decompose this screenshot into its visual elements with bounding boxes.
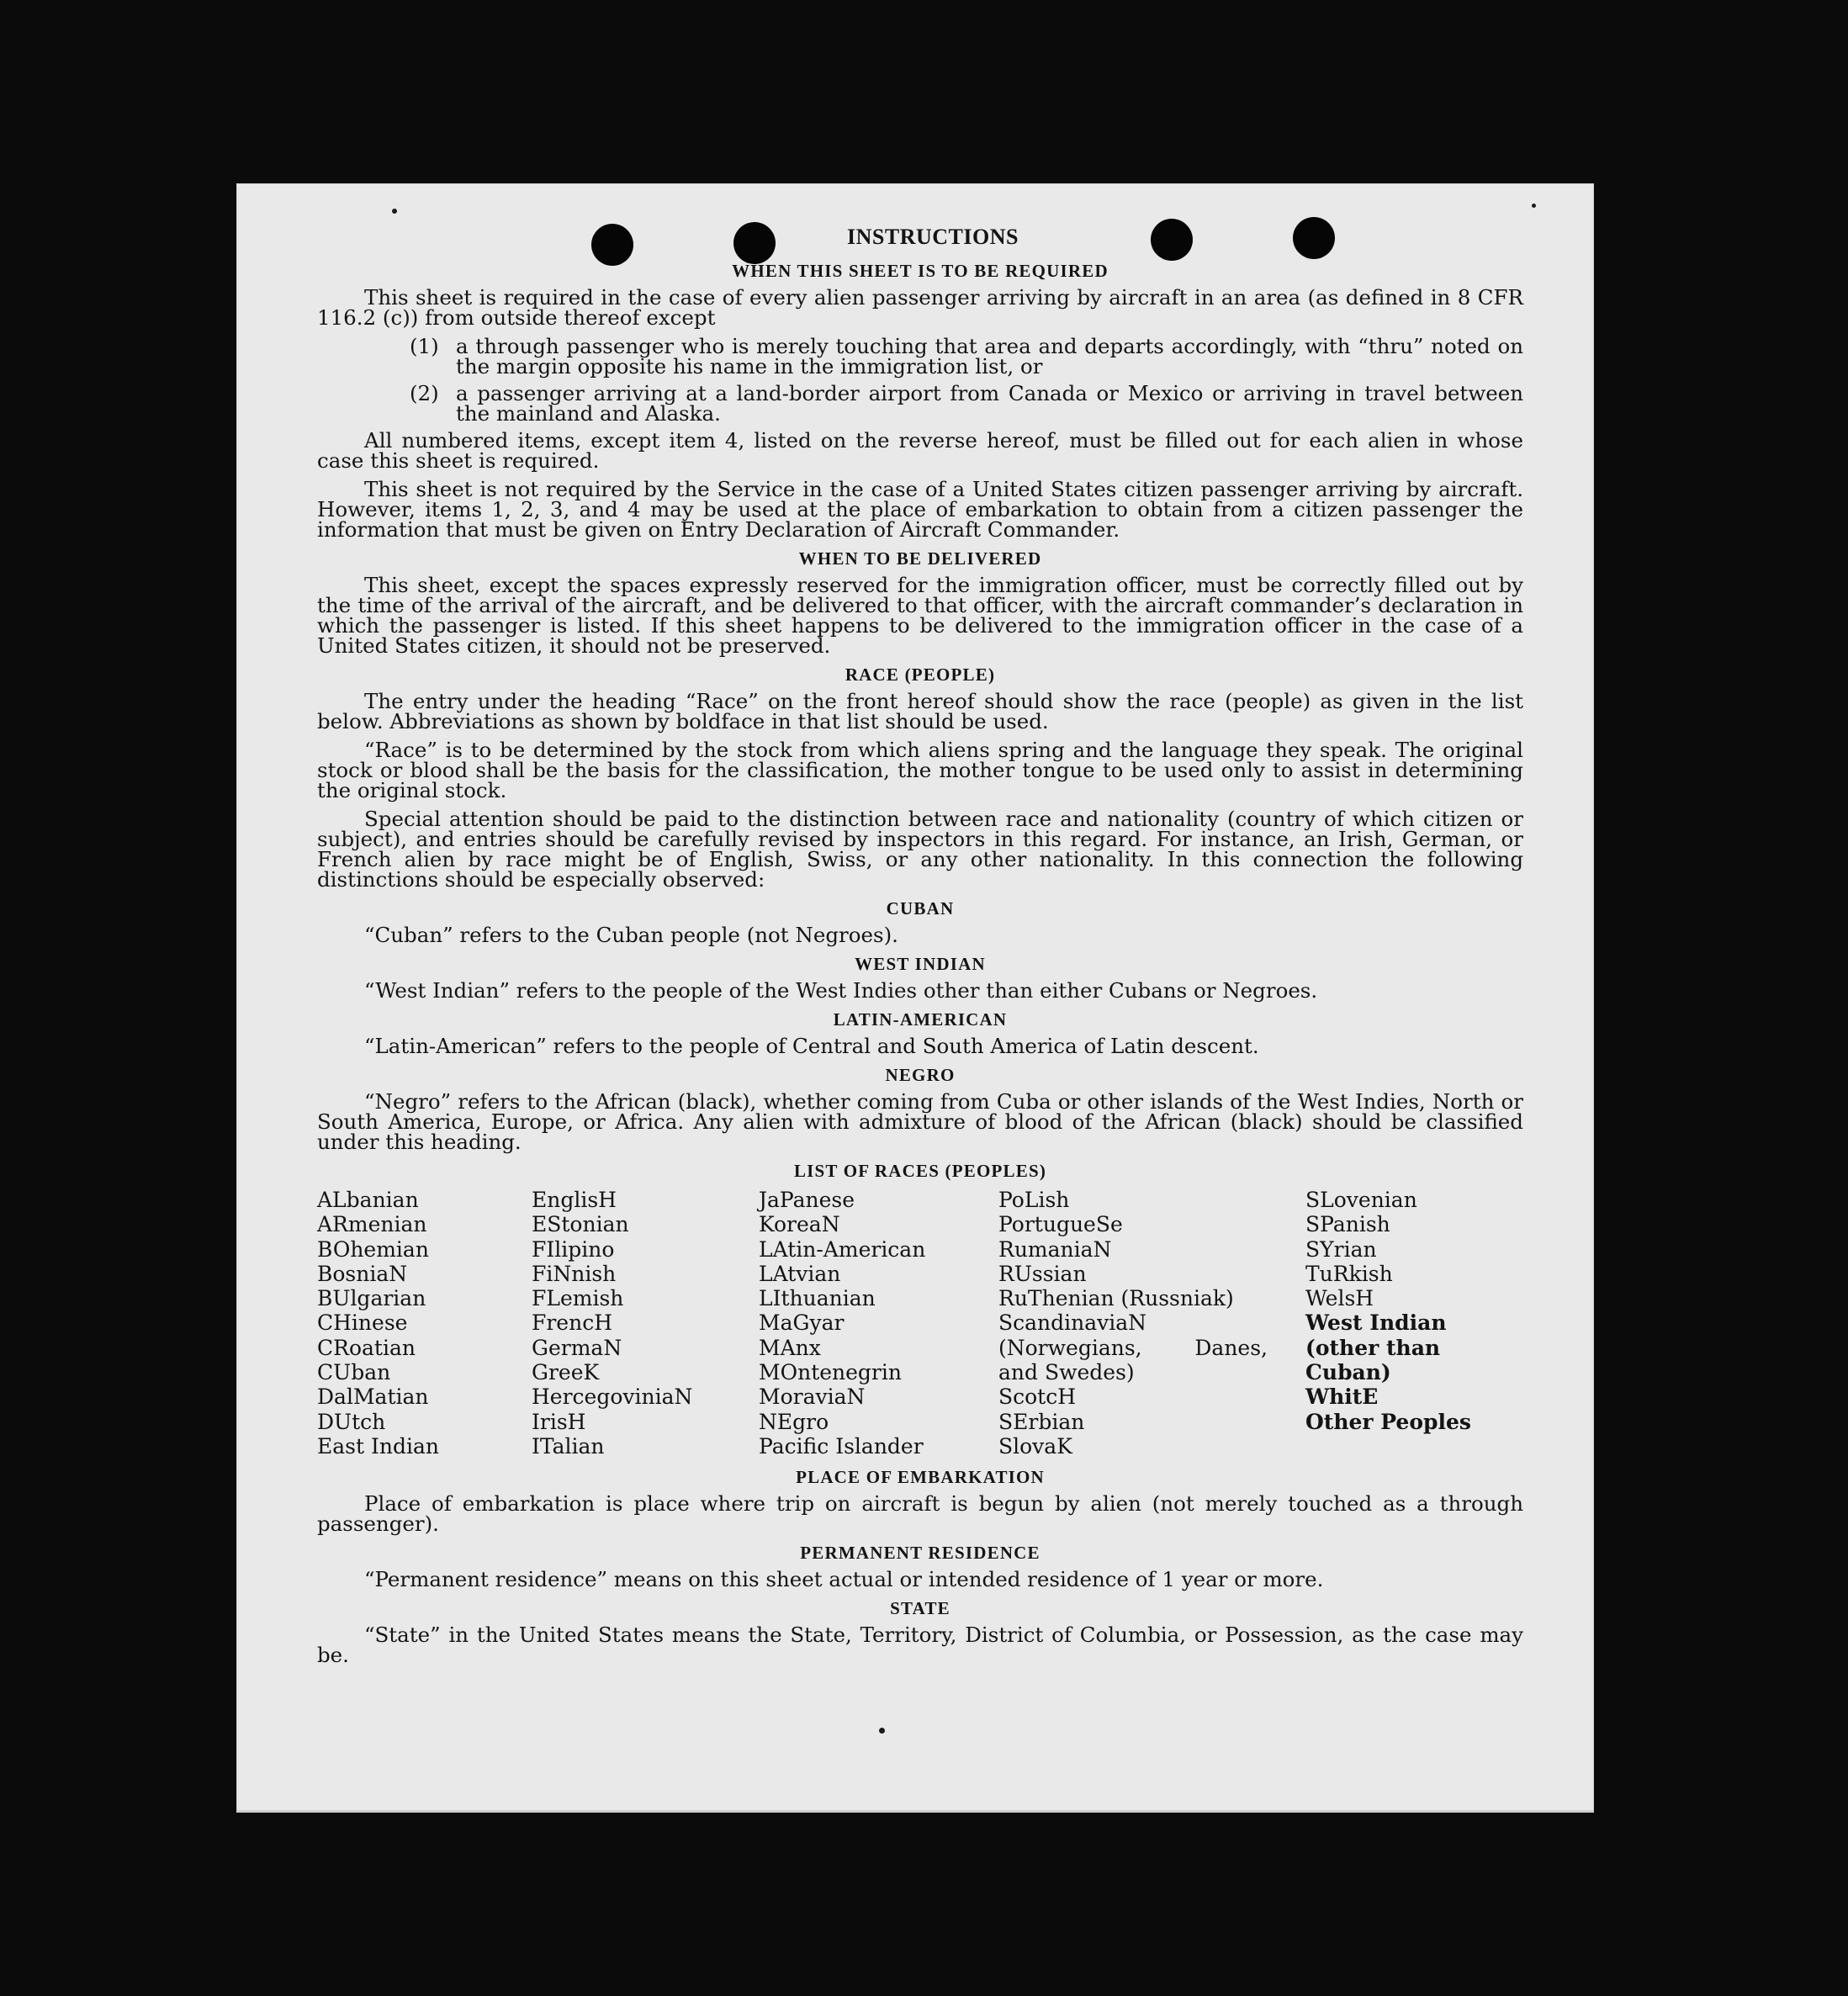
section-heading-delivered: WHEN TO BE DELIVERED [798,548,1042,569]
race-entry: MAnx [759,1335,821,1360]
race-column [532,1188,759,1459]
race-entry: SYrian [1305,1236,1377,1262]
race-entry: ScotcH [998,1384,1077,1410]
race-entry: ARmenian [317,1212,427,1237]
speck [392,209,397,214]
race-list [317,1188,1523,1459]
race-entry: PoLish [998,1188,1070,1212]
race-entry: JaPanese [759,1188,855,1212]
section-heading-negro: NEGRO [885,1065,956,1085]
race-entry: CRoatian [317,1335,416,1360]
negro-text: “Negro” refers to the African (black), whether coming from Cuba or other islands of the West Indies, North or South America, Europe, or Africa. Any alien with admixture of blood of the African (black) should be classified under this heading. [317,1089,1523,1154]
instruction-sheet [236,183,1594,1813]
race-entry: FiNnish [532,1261,617,1286]
exception-item [410,381,1523,426]
race-entry: RuThenian (Russniak) [998,1286,1234,1311]
race-entry: HercegoviniaN [532,1384,693,1410]
race-entry: EnglisH [532,1188,617,1212]
speck [879,1728,885,1734]
race-entry: DUtch [317,1409,386,1434]
race-entry: EStonian [532,1212,629,1237]
race-entry: CUban [317,1360,391,1385]
race-para-3: Special attention should be paid to the distinction between race and nationality (country of which citizen or subject), and entries should be carefully revised by inspectors in this regard. For instance, an Irish, German, or French alien by race might be of English, Swiss, or any other nationality. In this connection the following distinctions should be especially observed: [317,807,1523,892]
paper-edge [236,1810,1594,1813]
race-column [317,1188,532,1459]
race-entry: RUssian [998,1261,1087,1286]
race-entry: West Indian (other than Cuban) [1305,1310,1447,1385]
race-column [998,1188,1305,1459]
race-entry: PortugueSe [998,1212,1123,1237]
instructions-text [317,227,1523,1674]
exception-item [410,336,1523,377]
exception-number: (2) [410,381,439,405]
race-entry: MOntenegrin [759,1360,902,1385]
required-intro: This sheet is required in the case of every alien passenger arriving by aircraft in an area (as defined in 8 CFR 116.2 (c)) from outside thereof except [317,285,1523,330]
race-entry: LAtvian [759,1261,841,1286]
section-heading-cuban: CUBAN [886,898,955,919]
race-entry: MaGyar [759,1310,845,1336]
race-entry: East Indian [317,1433,439,1459]
race-entry: FLemish [532,1286,624,1311]
exception-text: a passenger arriving at a land-border airport from Canada or Mexico or arriving in travel between the mainland and Alaska. [456,381,1523,426]
state-text: “State” in the United States means the State, Territory, District of Columbia, or Possession, as the case may be. [317,1623,1523,1668]
race-entry: KoreaN [759,1212,840,1237]
cuban-text: “Cuban” refers to the Cuban people (not Negroes). [364,923,898,947]
residence-text: “Permanent residence” means on this sheet actual or intended residence of 1 year or more. [364,1567,1324,1592]
required-para-2: All numbered items, except item 4, listed on the reverse hereof, must be filled out for each alien in whose case this sheet is required. [317,428,1523,473]
race-para-1: The entry under the heading “Race” on the front hereof should show the race (people) as given in the list below. Abbreviations as shown by boldface in that list should be used. [317,689,1523,733]
race-entry: CHinese [317,1310,408,1336]
race-entry: DalMatian [317,1384,429,1410]
section-heading-race-list: LIST OF RACES (PEOPLES) [793,1161,1047,1181]
section-heading-state: STATE [890,1598,950,1619]
west-indian-text: “West Indian” refers to the people of the West Indies other than either Cubans or Negroes. [364,978,1318,1003]
race-entry: FrencH [532,1310,612,1336]
section-heading-required: WHEN THIS SHEET IS TO BE REQUIRED [732,261,1109,281]
race-entry: BosniaN [317,1261,408,1286]
race-entry: GreeK [532,1360,600,1385]
speck [1532,204,1536,208]
race-entry: Pacific Islander [759,1433,924,1459]
section-heading-race: RACE (PEOPLE) [845,664,996,685]
embarkation-text: Place of embarkation is place where trip on aircraft is begun by alien (not merely touched as a through passenger). [317,1491,1523,1537]
race-entry: LIthuanian [759,1286,876,1311]
race-entry: BUlgarian [317,1286,426,1311]
exception-text: a through passenger who is merely touching that area and departs accordingly, with “thru” noted on the margin opposite his name in the immigration list, or [456,334,1523,379]
required-para-3: This sheet is not required by the Service in the case of a United States citizen passenger arriving by aircraft. However, items 1, 2, 3, and 4 may be used at the place of embarkation to obtain from a citizen passenger the information that must be given on Entry Declaration of Aircraft Commander. [317,477,1523,542]
race-entry: SLovenian [1305,1188,1417,1212]
latin-american-text: “Latin-American” refers to the people of Central and South America of Latin descent. [364,1034,1259,1058]
race-entry: BOhemian [317,1236,429,1262]
race-entry: ALbanian [317,1188,419,1212]
race-entry: WelsH [1305,1286,1374,1311]
exception-number: (1) [410,334,439,358]
race-entry: MoraviaN [759,1384,866,1410]
delivered-text: This sheet, except the spaces expressly reserved for the immigration officer, must be correctly filled out by the time of the arrival of the aircraft, and be delivered to that officer, with the aircraft commander’s declaration in which the passenger is listed. If this sheet happens to be delivered to the immigration officer in the case of a United States citizen, it should not be preserved. [317,573,1523,658]
race-entry: ScandinaviaN (Norwegians, Danes, and Swedes) [998,1310,1268,1385]
race-entry: IrisH [532,1409,586,1434]
race-entry: Other Peoples [1305,1409,1471,1434]
race-entry: SPanish [1305,1212,1390,1237]
race-entry: ITalian [532,1433,605,1459]
race-entry: GermaN [532,1335,622,1360]
race-entry: LAtin-American [759,1236,926,1262]
race-entry: TuRkish [1305,1261,1393,1286]
race-entry: FIlipino [532,1236,615,1262]
section-heading-embarkation: PLACE OF EMBARKATION [796,1467,1045,1488]
race-entry: SErbian [998,1409,1085,1434]
page-title: INSTRUCTIONS [847,225,1019,249]
race-column [1305,1188,1523,1459]
section-heading-latin-american: LATIN-AMERICAN [833,1009,1008,1030]
race-column [759,1188,998,1459]
race-entry: NEgro [759,1409,829,1434]
race-entry: SlovaK [998,1433,1072,1459]
section-heading-residence: PERMANENT RESIDENCE [800,1543,1040,1564]
race-entry: RumaniaN [998,1236,1112,1262]
race-para-2: “Race” is to be determined by the stock from which aliens spring and the language they speak. The original stock or blood shall be the basis for the classification, the mother tongue to be used only to assist in determining the original stock. [317,738,1523,802]
race-entry: WhitE [1305,1384,1379,1410]
section-heading-west-indian: WEST INDIAN [855,954,986,974]
